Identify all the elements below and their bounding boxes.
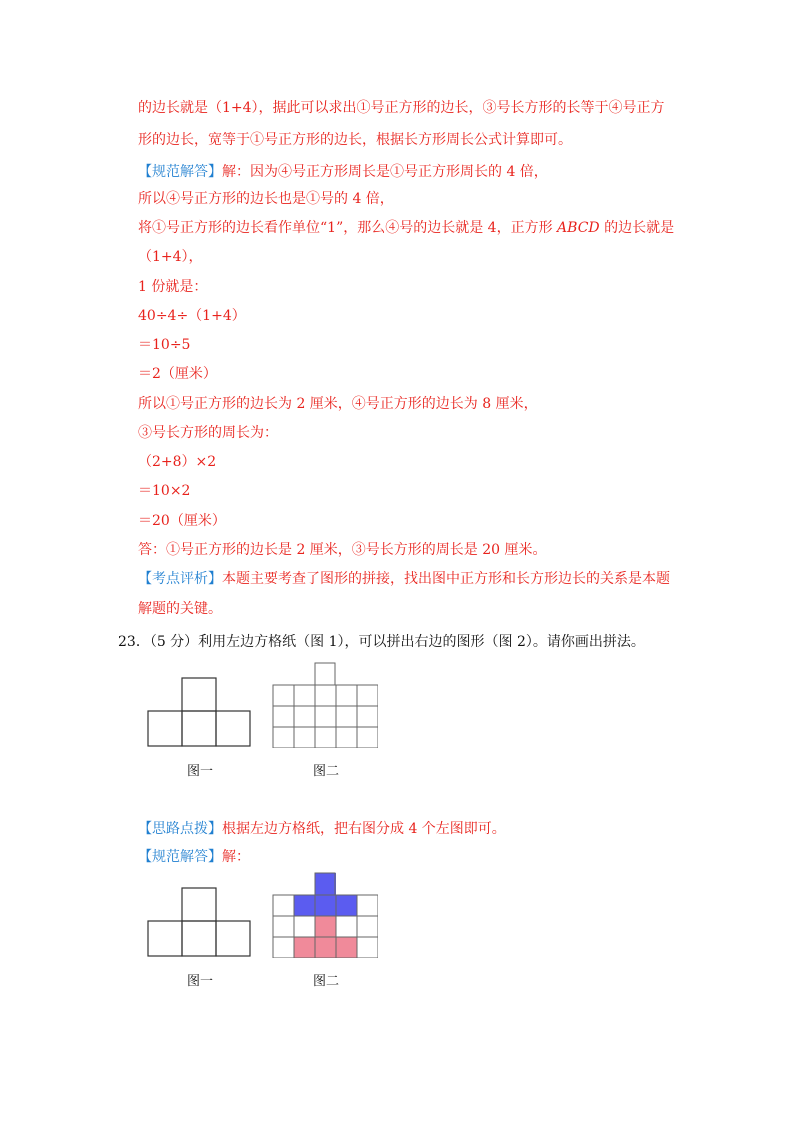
answer-text: 解：因为④号正方形周长是①号正方形周长的 4 倍， xyxy=(222,164,548,180)
grid-cell xyxy=(294,685,315,706)
solution-line-13: （2+8）×2 xyxy=(138,454,217,470)
figure-1-grid xyxy=(146,676,254,748)
solution-line-5b: 的边长就是 xyxy=(599,220,675,236)
hint-tag: 【思路点拨】 xyxy=(138,821,222,837)
analysis-text: 本题主要考查了图形的拼接，找出图中正方形和长方形边长的关系是本题 xyxy=(222,571,670,587)
solution-line-3 xyxy=(138,163,548,181)
solution-line-11: 所以①号正方形的边长为 2 厘米，④号正方形的边长为 8 厘米， xyxy=(138,396,538,412)
answer2-tag: 【规范解答】 xyxy=(138,849,222,865)
piece-cell xyxy=(336,937,357,958)
grid-cell xyxy=(273,916,294,937)
answer-figure-2-grid xyxy=(272,872,378,958)
grid-cell xyxy=(273,727,294,748)
piece-cell xyxy=(315,916,336,937)
solution-line-6: （1+4）， xyxy=(138,249,203,265)
solution-line-7: 1 份就是： xyxy=(138,279,208,295)
grid-cell xyxy=(315,685,336,706)
solution-line-16: 答：①号正方形的边长是 2 厘米，③号长方形的周长是 20 厘米。 xyxy=(138,542,547,558)
hint-text: 根据左边方格纸，把右图分成 4 个左图即可。 xyxy=(222,821,506,837)
piece-cell xyxy=(315,873,336,895)
answer-figure-1-grid xyxy=(146,886,254,958)
grid-cell xyxy=(273,706,294,727)
solution-line-17 xyxy=(138,570,670,588)
grid-cell xyxy=(357,937,378,958)
analysis-tag: 【考点评析】 xyxy=(138,571,222,587)
answer-figure-1-caption: 图一 xyxy=(187,974,214,989)
grid-cell xyxy=(357,706,378,727)
grid-cell xyxy=(357,895,378,916)
grid-cell xyxy=(336,727,357,748)
piece-cell xyxy=(336,895,357,916)
solution-line-8: 40÷4÷（1+4） xyxy=(138,308,246,324)
answer2-line xyxy=(138,848,250,866)
piece-cell xyxy=(315,895,336,916)
grid-cell xyxy=(336,685,357,706)
solution-line-5a: 将①号正方形的边长看作单位“1”，那么④号的边长就是 4，正方形 xyxy=(138,220,558,236)
grid-cell xyxy=(357,727,378,748)
solution-line-2: 形的边长，宽等于①号正方形的边长，根据长方形周长公式计算即可。 xyxy=(138,132,572,148)
solution-line-18: 解题的关键。 xyxy=(138,601,222,617)
solution-line-15: ＝20（厘米） xyxy=(138,513,226,529)
solution-line-9: ＝10÷5 xyxy=(138,337,191,353)
grid-cell xyxy=(357,685,378,706)
figure-2-grid xyxy=(272,662,378,748)
answer2-text: 解： xyxy=(222,849,250,865)
hint-line xyxy=(138,820,506,838)
figure-2-caption: 图二 xyxy=(313,764,340,779)
solution-line-14: ＝10×2 xyxy=(138,483,191,499)
piece-cell xyxy=(294,895,315,916)
solution-line-5 xyxy=(138,219,674,237)
piece-cell xyxy=(315,937,336,958)
figure-1-caption: 图一 xyxy=(187,764,214,779)
grid-cell xyxy=(294,727,315,748)
grid-cell xyxy=(336,706,357,727)
abcd-label: ABCD xyxy=(557,220,600,236)
solution-line-12: ③号长方形的周长为： xyxy=(138,425,278,441)
piece-cell xyxy=(294,937,315,958)
grid-cell xyxy=(336,916,357,937)
grid-cell xyxy=(294,706,315,727)
solution-line-10: ＝2（厘米） xyxy=(138,366,217,382)
grid-cell xyxy=(315,727,336,748)
grid-cell xyxy=(273,895,294,916)
solution-line-1: 的边长就是（1+4），据此可以求出①号正方形的边长，③号长方形的长等于④号正方 xyxy=(138,100,665,116)
solution-line-4: 所以④号正方形的边长也是①号的 4 倍， xyxy=(138,191,394,207)
grid-cell xyxy=(273,685,294,706)
grid-cell xyxy=(273,937,294,958)
grid-cell xyxy=(315,706,336,727)
grid-cell xyxy=(357,916,378,937)
answer-tag: 【规范解答】 xyxy=(138,164,222,180)
answer-figure-2-caption: 图二 xyxy=(313,974,340,989)
grid-cell xyxy=(294,916,315,937)
question-23: 23．（5 分）利用左边方格纸（图 1），可以拼出右边的图形（图 2）。请你画出拼法。 xyxy=(118,634,645,650)
